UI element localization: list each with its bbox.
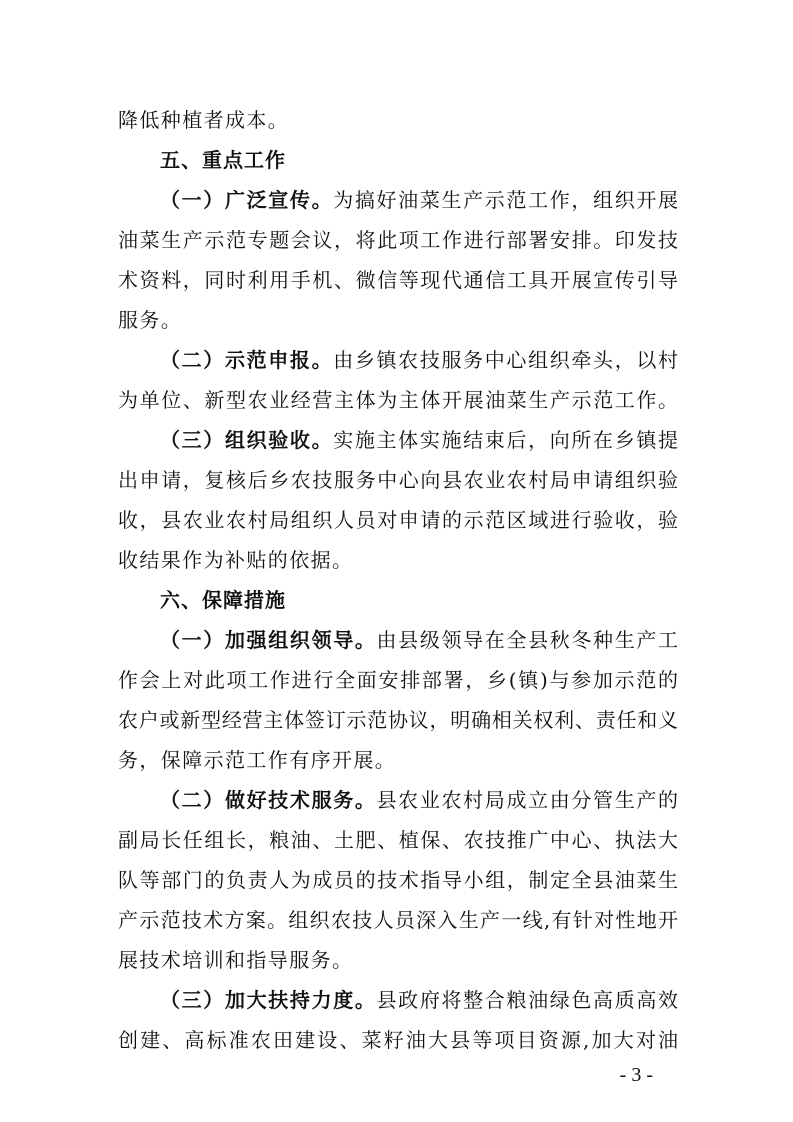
text-line: 产示范技术方案。组织农技人员深入生产一线,有针对性地开 xyxy=(118,908,678,932)
text-line: 务，保障示范工作有序开展。 xyxy=(118,748,397,772)
section-heading: 六、保障措施 xyxy=(160,588,286,612)
text-line xyxy=(118,340,678,380)
text-line: 出申请，复核后乡农技服务中心向县农业农村局申请组织验 xyxy=(118,468,678,492)
text-line: 服务。 xyxy=(118,308,183,332)
text-line: 降低种植者成本。 xyxy=(118,108,290,132)
text-line: 油菜生产示范专题会议，将此项工作进行部署安排。印发技 xyxy=(118,228,678,252)
item-text: 县政府将整合粮油绿色高质高效 xyxy=(376,988,679,1012)
item-text: 县农业农村局成立由分管生产的 xyxy=(376,788,679,812)
text-line xyxy=(118,180,678,220)
item-text: 由乡镇农技服务中心组织牵头，以村 xyxy=(333,348,679,372)
item-title: （三）组织验收。 xyxy=(160,428,334,452)
item-title: （三）加大扶持力度。 xyxy=(160,988,377,1012)
text-line xyxy=(118,980,678,1020)
text-line: 展技术培训和指导服务。 xyxy=(118,948,354,972)
item-title: （二）做好技术服务。 xyxy=(160,788,377,812)
text-line xyxy=(118,780,678,820)
item-title: （一）广泛宣传。 xyxy=(160,188,334,212)
text-line: 作会上对此项工作进行全面安排部署，乡(镇)与参加示范的 xyxy=(118,668,678,692)
document-page xyxy=(118,100,678,1060)
text-line: 术资料，同时利用手机、微信等现代通信工具开展宣传引导 xyxy=(118,268,678,292)
text-line xyxy=(118,620,678,660)
item-text: 为搞好油菜生产示范工作，组织开展 xyxy=(333,188,679,212)
item-title: （一）加强组织领导。 xyxy=(160,628,377,652)
text-line: 创建、高标准农田建设、菜籽油大县等项目资源,加大对油 xyxy=(118,1028,678,1052)
text-line: 副局长任组长，粮油、土肥、植保、农技推广中心、执法大 xyxy=(118,828,678,852)
text-line: 农户或新型经营主体签订示范协议，明确相关权利、责任和义 xyxy=(118,708,678,732)
text-line: 收结果作为补贴的依据。 xyxy=(118,548,354,572)
item-text: 实施主体实施结束后，向所在乡镇提 xyxy=(333,428,679,452)
page-number: - 3 - xyxy=(619,1064,653,1086)
text-line: 收，县农业农村局组织人员对申请的示范区域进行验收，验 xyxy=(118,508,678,532)
section-heading: 五、重点工作 xyxy=(160,148,286,172)
item-title: （二）示范申报。 xyxy=(160,348,334,372)
text-line: 为单位、新型农业经营主体为主体开展油菜生产示范工作。 xyxy=(118,388,678,412)
item-text: 由县级领导在全县秋冬种生产工 xyxy=(376,628,679,652)
text-line xyxy=(118,420,678,460)
text-line: 队等部门的负责人为成员的技术指导小组，制定全县油菜生 xyxy=(118,868,678,892)
